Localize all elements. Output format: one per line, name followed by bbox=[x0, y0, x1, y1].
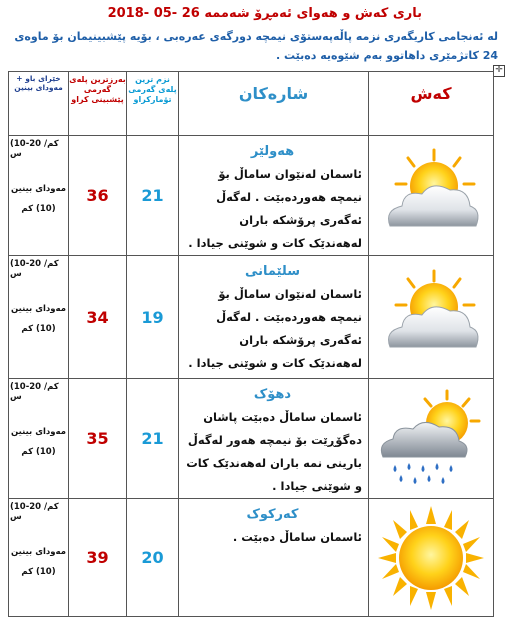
city-name: دهۆک bbox=[253, 387, 292, 402]
weather-description: ئاسمان لەنێوان ساماڵ بۆ نیمچە هەوردەبێت . لەگەڵ ئەگەری پرۆشکە باران لەهەندێک کات و شوێنی جیادا . bbox=[188, 287, 362, 370]
wind-speed: (10-20 کم/س bbox=[10, 382, 59, 402]
header-wind-visibility: خێرای باو + مەودای بینین bbox=[9, 72, 69, 136]
table-row bbox=[9, 379, 494, 499]
city-cell bbox=[179, 499, 369, 617]
table-row bbox=[9, 499, 494, 617]
sun-icon bbox=[376, 504, 486, 612]
report-title: باری کەش و هەوای ئەمڕۆ شەممە 26 -05 -2018 bbox=[107, 6, 422, 21]
max-temp: 34 bbox=[69, 256, 127, 379]
table-header-row bbox=[9, 72, 494, 136]
wind-speed: (10-20 کم/س bbox=[10, 139, 59, 159]
report-header bbox=[0, 0, 510, 75]
table-row bbox=[9, 136, 494, 256]
max-temp: 35 bbox=[69, 379, 127, 499]
header-cities: شارەکان bbox=[179, 72, 369, 136]
wind-speed: (10-20 کم/س bbox=[10, 502, 59, 522]
sun-behind-cloud-icon bbox=[376, 267, 486, 367]
weather-description: ئاسمان لەنێوان ساماڵ بۆ نیمچە هەوردەبێت . لەگەڵ ئەگەری پرۆشکە باران لەهەندێک کات و شوێنی جیادا . bbox=[188, 167, 362, 250]
city-name: کەرکوک bbox=[246, 507, 299, 522]
city-cell bbox=[179, 379, 369, 499]
sun-cloud-rain-icon bbox=[375, 389, 487, 489]
weather-description: ئاسمان ساماڵ دەبێت . bbox=[232, 530, 362, 544]
max-temp: 36 bbox=[69, 136, 127, 256]
weather-table bbox=[8, 71, 494, 617]
weather-description: ئاسمان ساماڵ دەبێت پاشان دەگۆڕێت بۆ نیمچە هەور لەگەڵ بارینی نمە باران لەهەندێک کات و شوێنی جیادا . bbox=[186, 410, 362, 493]
min-temp: 20 bbox=[127, 499, 179, 617]
max-temp: 39 bbox=[69, 499, 127, 617]
wind-cell bbox=[9, 136, 69, 256]
min-temp: 21 bbox=[127, 379, 179, 499]
visibility: مەودای بینین (10) کم bbox=[11, 547, 66, 577]
visibility: مەودای بینین (10) کم bbox=[11, 427, 66, 457]
table-row bbox=[9, 256, 494, 379]
table-move-handle-icon[interactable]: ✛ bbox=[493, 65, 505, 77]
wind-cell bbox=[9, 256, 69, 379]
city-cell bbox=[179, 136, 369, 256]
wind-cell bbox=[9, 379, 69, 499]
city-cell bbox=[179, 256, 369, 379]
wind-cell bbox=[9, 499, 69, 617]
header-max-temp: بەرزترین پلەی گەرمی پێشبینی کراو bbox=[69, 72, 127, 136]
report-subtitle: لە ئەنجامی کاریگەری نزمە پاڵەپەستۆی نیمچە دورگەی عەرەبی ، بۆیە پێشبینیمان بۆ ماوەی 24 کاتژمێری داهاتوو بەم شێوەیە دەبێت . bbox=[14, 30, 498, 62]
city-name: سلێمانی bbox=[244, 264, 301, 279]
sun-behind-cloud-icon bbox=[376, 146, 486, 246]
visibility: مەودای بینین (10) کم bbox=[11, 184, 66, 214]
header-weather-state: کەش bbox=[369, 72, 494, 136]
city-name: هەولێر bbox=[250, 144, 295, 159]
wind-speed: (10-20 کم/س bbox=[10, 259, 59, 279]
header-min-temp: نزم ترین پلەی گەرمی تۆمارکراو bbox=[127, 72, 179, 136]
min-temp: 21 bbox=[127, 136, 179, 256]
visibility: مەودای بینین (10) کم bbox=[11, 304, 66, 334]
min-temp: 19 bbox=[127, 256, 179, 379]
